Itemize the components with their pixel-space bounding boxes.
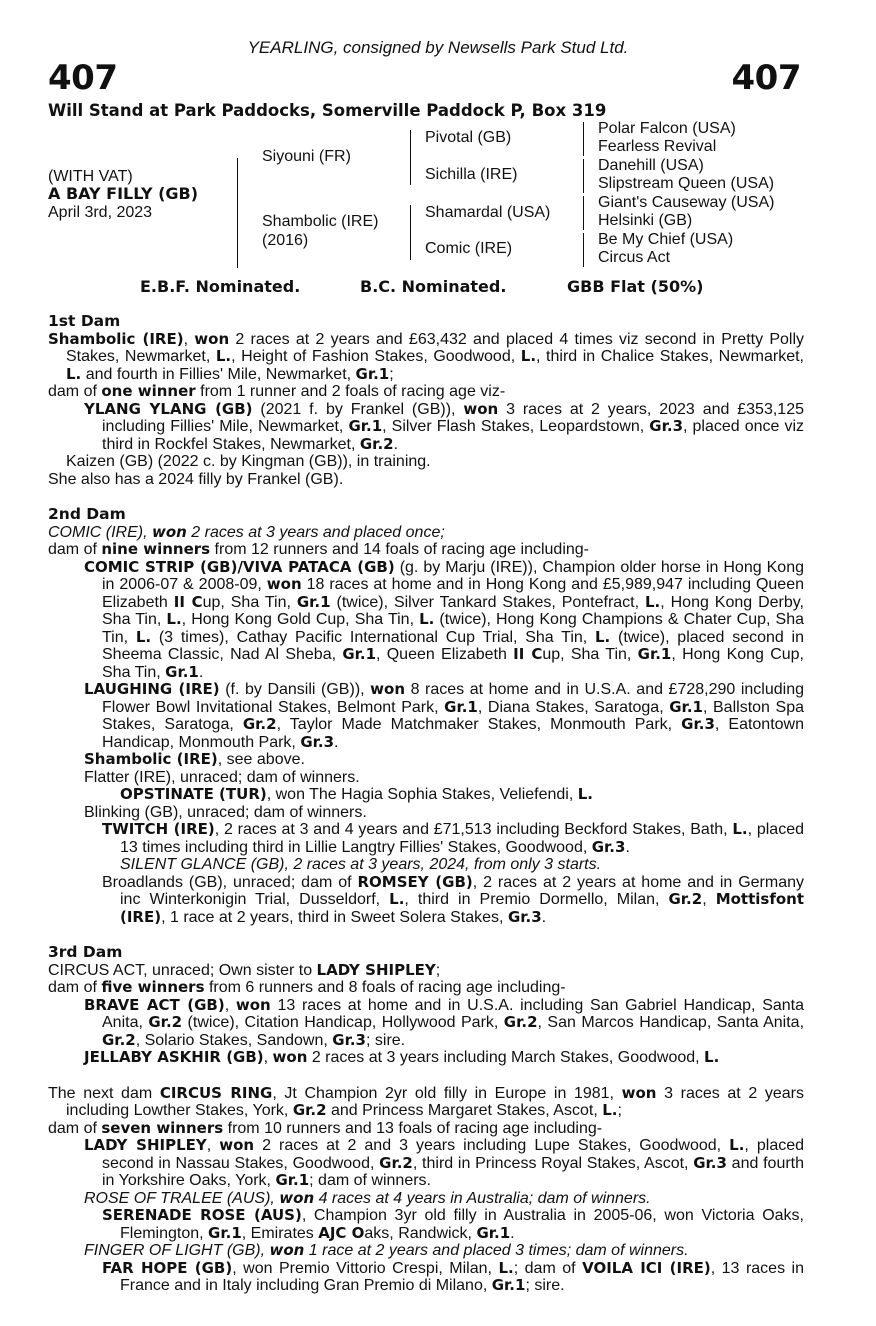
second-dam-produce-summary: dam of nine winners from 12 runners and 14 foals of racing age including- [48, 540, 589, 558]
pedigree-sire-dam: Sichilla (IRE) [425, 166, 518, 183]
produce-entry: Flatter (IRE), unraced; dam of winners. [84, 768, 360, 786]
pedigree-sdd: Slipstream Queen (USA) [598, 175, 775, 192]
section-heading-2nd-dam: 2nd Dam [48, 505, 126, 523]
foaling-date: April 3rd, 2023 [48, 204, 153, 221]
pedigree-brace-ds [583, 196, 584, 230]
produce-entry: LADY SHIPLEY, won 2 races at 2 and 3 years including Lupe Stakes, Goodwood, L., placed second in Nassau Stakes, Goodwood, Gr.2, third in Princess Royal Stakes, Ascot, Gr.3 and fourth in Yorkshire Oaks, York, Gr.1; dam of winners. [84, 1136, 805, 1189]
pedigree-dss: Giant's Causeway (USA) [598, 194, 775, 211]
pedigree-ddd: Circus Act [598, 249, 671, 266]
pedigree-brace-gen1 [237, 158, 238, 268]
pedigree-brace-dam [410, 205, 411, 260]
produce-entry: FINGER OF LIGHT (GB), won 1 race at 2 years and placed 3 times; dam of winners. [84, 1241, 689, 1259]
pedigree-brace-dd [583, 233, 584, 267]
pedigree-brace-sire [410, 130, 411, 185]
produce-entry: LAUGHING (IRE) (f. by Dansili (GB)), won 8 races at home and in U.S.A. and £728,290 including Flower Bowl Invitational Stakes, Belmont Park, Gr.1, Diana Stakes, Saratoga, Gr.1, Ballston Spa Stakes, Saratoga, Gr.2, Taylor Made Matchmaker Stakes, Monmouth Park, Gr.3, Eatontown Handicap, Monmouth Park, Gr.3. [84, 680, 805, 751]
produce-entry: Kaizen (GB) (2022 c. by Kingman (GB)), in training. [66, 453, 431, 470]
pedigree-sire: Siyouni (FR) [262, 148, 351, 165]
pedigree-brace-ss [583, 122, 584, 156]
third-dam-produce-summary: dam of five winners from 6 runners and 8 foals of racing age including- [48, 978, 566, 996]
produce-entry: JELLABY ASKHIR (GB), won 2 races at 3 years including March Stakes, Goodwood, L. [84, 1048, 720, 1066]
produce-entry: TWITCH (IRE), 2 races at 3 and 4 years and £71,513 including Beckford Stakes, Bath, L., placed 13 times including third in Lillie Langtry Fillies' Stakes, Goodwood, Gr.3. [102, 820, 804, 856]
produce-entry: YLANG YLANG (GB) (2021 f. by Frankel (GB)), won 3 races at 2 years, 2023 and £353,125 including Fillies' Mile, Newmarket, Gr.1, Silver Flash Stakes, Leopardstown, Gr.3, placed once viz third in Rockfel Stakes, Newmarket, Gr.2. [84, 399, 805, 453]
produce-note: She also has a 2024 filly by Frankel (GB). [48, 470, 344, 488]
horse-name: A BAY FILLY (GB) [48, 184, 199, 203]
fourth-dam-record: The next dam CIRCUS RING, Jt Champion 2yr old filly in Europe in 1981, won 3 races at 2 years including Lowther Stakes, York, Gr.2 and Princess Margaret Stakes, Ascot, L.; [48, 1083, 804, 1119]
produce-record [48, 313, 804, 1295]
third-dam-record: CIRCUS ACT, unraced; Own sister to LADY SHIPLEY; [48, 960, 441, 979]
bc-nomination: B.C. Nominated. [360, 277, 507, 296]
gbb-nomination: GBB Flat (50%) [567, 277, 704, 296]
pedigree-dam-dam: Comic (IRE) [425, 240, 513, 257]
produce-entry: SERENADE ROSE (AUS), Champion 3yr old filly in Australia in 2005-06, won Victoria Oaks, Flemington, Gr.1, Emirates AJC Oaks, Randwick, Gr.1. [102, 1206, 804, 1242]
pedigree-brace-sd [583, 159, 584, 193]
produce-entry: FAR HOPE (GB), won Premio Vittorio Crespi, Milan, L.; dam of VOILA ICI (IRE), 13 races in France and in Italy including Gran Premio di Milano, Gr.1; sire. [102, 1258, 805, 1294]
consignor-line: YEARLING, consigned by Newsells Park Stud Ltd. [247, 38, 629, 57]
first-dam-produce-summary: dam of one winner from 1 runner and 2 foals of racing age viz- [48, 382, 506, 400]
first-dam-race-record: Shambolic (IRE), won 2 races at 2 years and £63,432 and placed 4 times viz second in Pretty Polly Stakes, Newmarket, L., Height of Fashion Stakes, Goodwood, L., third in Chalice Stakes, Newmarket, L. and fourth in Fillies' Mile, Newmarket, Gr.1; [48, 329, 805, 383]
pedigree-dam-sire: Shamardal (USA) [425, 204, 551, 221]
produce-entry: ROSE OF TRALEE (AUS), won 4 races at 4 years in Australia; dam of winners. [84, 1188, 651, 1207]
produce-entry: Blinking (GB), unraced; dam of winners. [84, 803, 367, 821]
pedigree-ssd: Fearless Revival [598, 138, 717, 155]
pedigree-dam-year: (2016) [262, 232, 309, 249]
produce-entry: BRAVE ACT (GB), won 13 races at home and in U.S.A. including San Gabriel Handicap, Santa Anita, Gr.2 (twice), Citation Handicap, Hollywood Park, Gr.2, San Marcos Handicap, Santa Anita, Gr.2, Solario Stakes, Sandown, Gr.3; sire. [84, 995, 805, 1049]
produce-entry: OPSTINATE (TUR), won The Hagia Sophia Stakes, Veliefendi, L. [120, 785, 594, 803]
produce-entry: COMIC STRIP (GB)/VIVA PATACA (GB) (g. by Marju (IRE)), Champion older horse in Hong Kong in 2006-07 & 2008-09, won 18 races at home and in Hong Kong and £5,989,947 including Queen Elizabeth II Cup, Sha Tin, Gr.1 (twice), Silver Tankard Stakes, Pontefract, L., Hong Kong Derby, Sha Tin, L., Hong Kong Gold Cup, Sha Tin, L. (twice), Hong Kong Champions & Chater Cup, Sha Tin, L. (3 times), Cathay Pacific International Cup Trial, Sha Tin, L. (twice), placed second in Sheema Classic, Nad Al Sheba, Gr.1, Queen Elizabeth II Cup, Sha Tin, Gr.1, Hong Kong Cup, Sha Tin, Gr.1. [84, 557, 805, 681]
section-heading-3rd-dam: 3rd Dam [48, 943, 123, 961]
pedigree-sds: Danehill (USA) [598, 157, 704, 174]
pedigree-dam: Shambolic (IRE) [262, 213, 379, 230]
lot-number-right: 407 [731, 58, 801, 98]
fourth-dam-produce-summary: dam of seven winners from 10 runners and 13 foals of racing age including- [48, 1118, 603, 1137]
pedigree-sire-sire: Pivotal (GB) [425, 129, 512, 146]
pedigree-dds: Be My Chief (USA) [598, 231, 734, 248]
produce-entry: SILENT GLANCE (GB), 2 races at 3 years, 2024, from only 3 starts. [120, 856, 602, 873]
stand-location: Will Stand at Park Paddocks, Somerville Paddock P, Box 319 [48, 101, 607, 120]
vat-note: (WITH VAT) [48, 168, 133, 185]
produce-entry: Shambolic (IRE), see above. [84, 750, 305, 768]
lot-number-left: 407 [48, 58, 118, 98]
ebf-nomination: E.B.F. Nominated. [140, 277, 301, 296]
pedigree-sss: Polar Falcon (USA) [598, 120, 736, 137]
produce-entry: Broadlands (GB), unraced; dam of ROMSEY (GB), 2 races at 2 years at home and in Germany inc Winterkonigin Trial, Dusseldorf, L., third in Premio Dormello, Milan, Gr.2, Mottisfont (IRE), 1 race at 2 years, third in Sweet Solera Stakes, Gr.3. [102, 872, 805, 926]
section-heading-1st-dam: 1st Dam [48, 312, 121, 330]
second-dam-race-record: COMIC (IRE), won 2 races at 3 years and placed once; [48, 522, 445, 541]
pedigree-dsd: Helsinki (GB) [598, 212, 693, 229]
